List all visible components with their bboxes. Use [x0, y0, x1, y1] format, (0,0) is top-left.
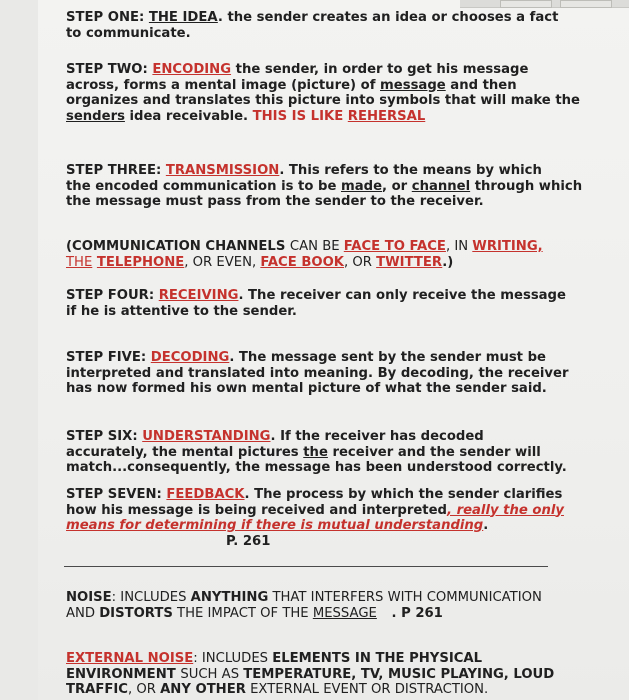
channels-text: THE [66, 254, 93, 270]
step-title: RECEIVING [158, 288, 239, 303]
step-six-paragraph [66, 429, 586, 476]
step-label: STEP FOUR: [66, 288, 155, 303]
step-title: UNDERSTANDING [142, 429, 271, 444]
step-text: . This refers to the means by which [279, 163, 542, 178]
step-title: DECODING [150, 350, 230, 365]
step-seven-paragraph [66, 487, 586, 549]
step-text: the sender, in order to get his message [231, 62, 529, 77]
channel-telephone: TELEPHONE [96, 254, 185, 270]
toolbar-tab[interactable] [500, 0, 552, 8]
noise-paragraph [66, 590, 586, 621]
channel-face-to-face: FACE TO FACE [343, 239, 446, 254]
step-text: organizes and translates this picture into symbols that will make the [66, 93, 580, 108]
channels-text: CAN BE [289, 239, 344, 254]
step-text: to communicate. [66, 25, 191, 41]
step-note: means for determining if there is mutual understanding [66, 518, 484, 533]
step-title: ENCODING [152, 62, 232, 77]
noise-text: DISTORTS [99, 605, 173, 621]
channels-text: (COMMUNICATION CHANNELS [66, 239, 290, 254]
external-noise-text: SUCH AS [180, 666, 244, 682]
step-label: STEP FIVE: [66, 350, 147, 365]
step-note: , really the only [446, 502, 564, 518]
step-text: receiver and the sender will [327, 444, 541, 460]
step-text: . [483, 518, 489, 533]
external-noise-text: : INCLUDES [193, 651, 273, 666]
step-text: . If the receiver has decoded [270, 429, 484, 444]
step-text: . The receiver can only receive the message [238, 288, 566, 303]
noise-text: THE IMPACT OF THE [172, 605, 313, 621]
step-text: through which [470, 178, 583, 194]
channels-text: , IN [445, 239, 473, 254]
step-text: the message must pass from the sender to the receiver. [66, 194, 484, 209]
channels-paragraph [66, 239, 586, 270]
channels-text: , OR [344, 254, 377, 270]
noise-text: MESSAGE [312, 605, 377, 621]
noise-text: : INCLUDES [111, 590, 191, 605]
noise-text: ANYTHING [190, 590, 269, 605]
step-title: THE IDEA [148, 10, 218, 25]
step-text: has now formed his own mental picture of what the sender said. [66, 381, 547, 396]
step-text: . the sender creates an idea or chooses a fact [217, 10, 559, 25]
step-text: accurately, the mental pictures [66, 444, 304, 460]
step-text: match...consequently, the message has been understood correctly. [66, 460, 567, 475]
external-noise-text: ELEMENTS IN THE PHYSICAL [272, 651, 483, 666]
external-noise-text: ENVIRONMENT [66, 666, 181, 682]
step-text: idea receivable. [124, 108, 253, 124]
external-noise-text: ANY OTHER [160, 682, 246, 697]
external-noise-text: TRAFFIC [66, 682, 128, 697]
step-text: across, forms a mental image (picture) of [66, 77, 381, 93]
step-note: THIS IS LIKE [252, 108, 348, 124]
step-one-paragraph [66, 10, 586, 41]
step-text: senders [66, 108, 125, 124]
channel-writing: WRITING, [472, 239, 543, 254]
step-text: how his message is being received and interpreted [66, 502, 447, 518]
external-noise-paragraph [66, 651, 586, 698]
toolbar-strip [460, 0, 629, 8]
toolbar-tab[interactable] [560, 0, 612, 8]
external-noise-text: , OR [127, 682, 161, 697]
channels-text: .) [442, 254, 454, 270]
step-note: REHERSAL [347, 108, 426, 124]
channels-text: , OR EVEN, [184, 254, 261, 270]
noise-label: NOISE [66, 590, 112, 605]
step-title: TRANSMISSION [165, 163, 280, 178]
step-text: the [303, 444, 328, 460]
step-label: STEP THREE: [66, 163, 162, 178]
channel-facebook: FACE BOOK [260, 254, 345, 270]
step-two-paragraph [66, 62, 586, 124]
divider [64, 566, 548, 567]
step-text: message [380, 77, 446, 93]
step-four-paragraph [66, 288, 586, 319]
step-label: STEP SEVEN: [66, 487, 162, 502]
step-text: made [340, 178, 383, 194]
page-reference: . P 261 [386, 605, 443, 621]
external-noise-label: EXTERNAL NOISE [66, 651, 194, 666]
step-five-paragraph [66, 350, 586, 397]
step-text: and then [445, 77, 517, 93]
noise-text: THAT INTERFERS WITH COMMUNICATION [268, 590, 542, 605]
external-noise-text: EXTERNAL EVENT OR DISTRACTION. [245, 682, 489, 697]
step-label: STEP SIX: [66, 429, 138, 444]
step-text: interpreted and translated into meaning. By decoding, the receiver [66, 365, 569, 381]
step-text: . The process by which the sender clarifies [244, 487, 563, 502]
step-label: STEP TWO: [66, 62, 148, 77]
step-title: FEEDBACK [166, 487, 245, 502]
step-label: STEP ONE: [66, 10, 145, 25]
step-text: channel [411, 178, 471, 194]
step-text: . The message sent by the sender must be [229, 350, 546, 365]
channel-twitter: TWITTER [376, 254, 443, 270]
external-noise-text: TEMPERATURE, TV, MUSIC PLAYING, LOUD [243, 666, 555, 682]
step-text: if he is attentive to the sender. [66, 303, 297, 319]
page-reference: P. 261 [226, 533, 271, 549]
noise-text: AND [66, 605, 100, 621]
step-text: , or [382, 178, 412, 194]
step-three-paragraph [66, 163, 586, 210]
step-text: the encoded communication is to be [66, 178, 341, 194]
